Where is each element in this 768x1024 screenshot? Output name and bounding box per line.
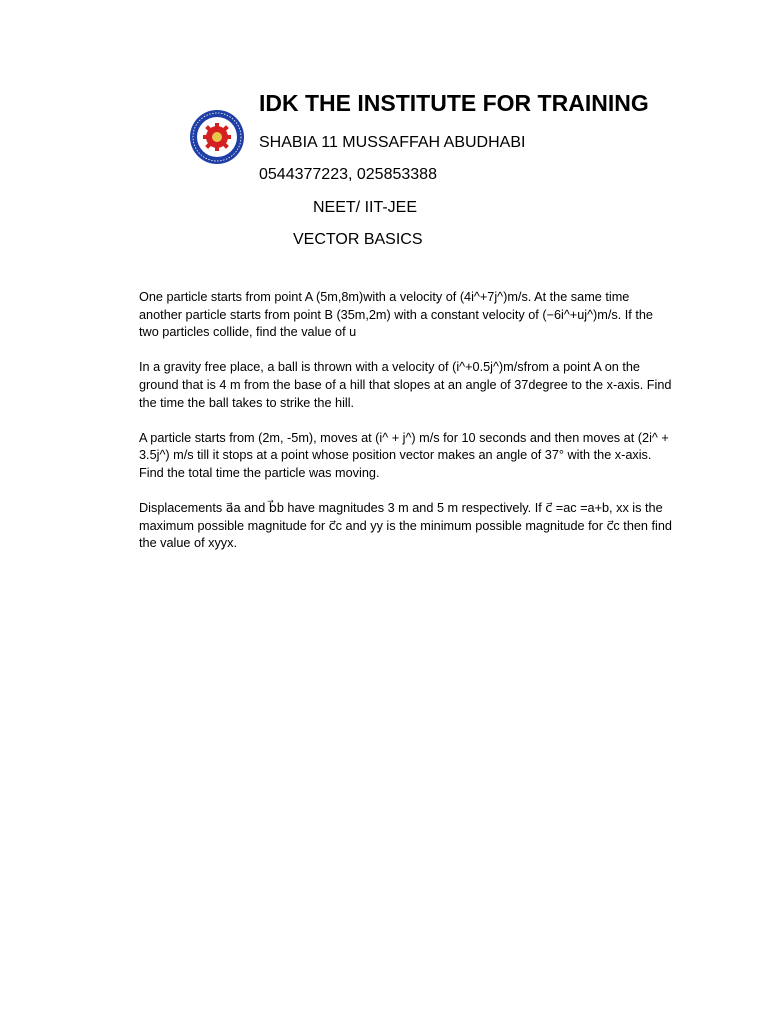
exam-name: NEET/ IIT-JEE <box>313 199 418 216</box>
institute-address: SHABIA 11 MUSSAFFAH ABUDHABI <box>259 134 526 151</box>
institute-title: IDK THE INSTITUTE FOR TRAINING <box>259 90 649 116</box>
institute-logo <box>188 108 246 166</box>
question-1: One particle starts from point A (5m,8m)with a velocity of (4i^+7j^)m/s. At the same time another particle starts from point B (35m,2m) with a constant velocity of (−6i^+uj^)m/s. If the two particles collide, find the value of u <box>139 290 653 340</box>
question-3: A particle starts from (2m, -5m), moves at (i^ + j^) m/s for 10 seconds and then moves at (2i^ + 3.5j^) m/s till it stops at a point whose position vector makes an angle of 37° with the x-axis. Find the total time the particle was moving. <box>139 430 669 480</box>
question-2: In a gravity free place, a ball is thrown with a velocity of (i^+0.5j^)m/sfrom a point A on the ground that is 4 m from the base of a hill that slopes at an angle of 37degree to the x-axis. Find the time the ball takes to strike the hill. <box>139 360 672 410</box>
question-list <box>139 289 674 571</box>
institute-phone: 0544377223, 025853388 <box>259 166 437 183</box>
logo-center <box>212 132 222 142</box>
question-4: Displacements a⃗a and b⃗b have magnitudes 3 m and 5 m respectively. If c⃗ =ac =a+b, xx is the maximum possible magnitude for c⃗c and yy is the minimum possible magnitude for c⃗c then find the value of xyyx. <box>139 501 672 551</box>
topic-title: VECTOR BASICS <box>293 231 423 248</box>
